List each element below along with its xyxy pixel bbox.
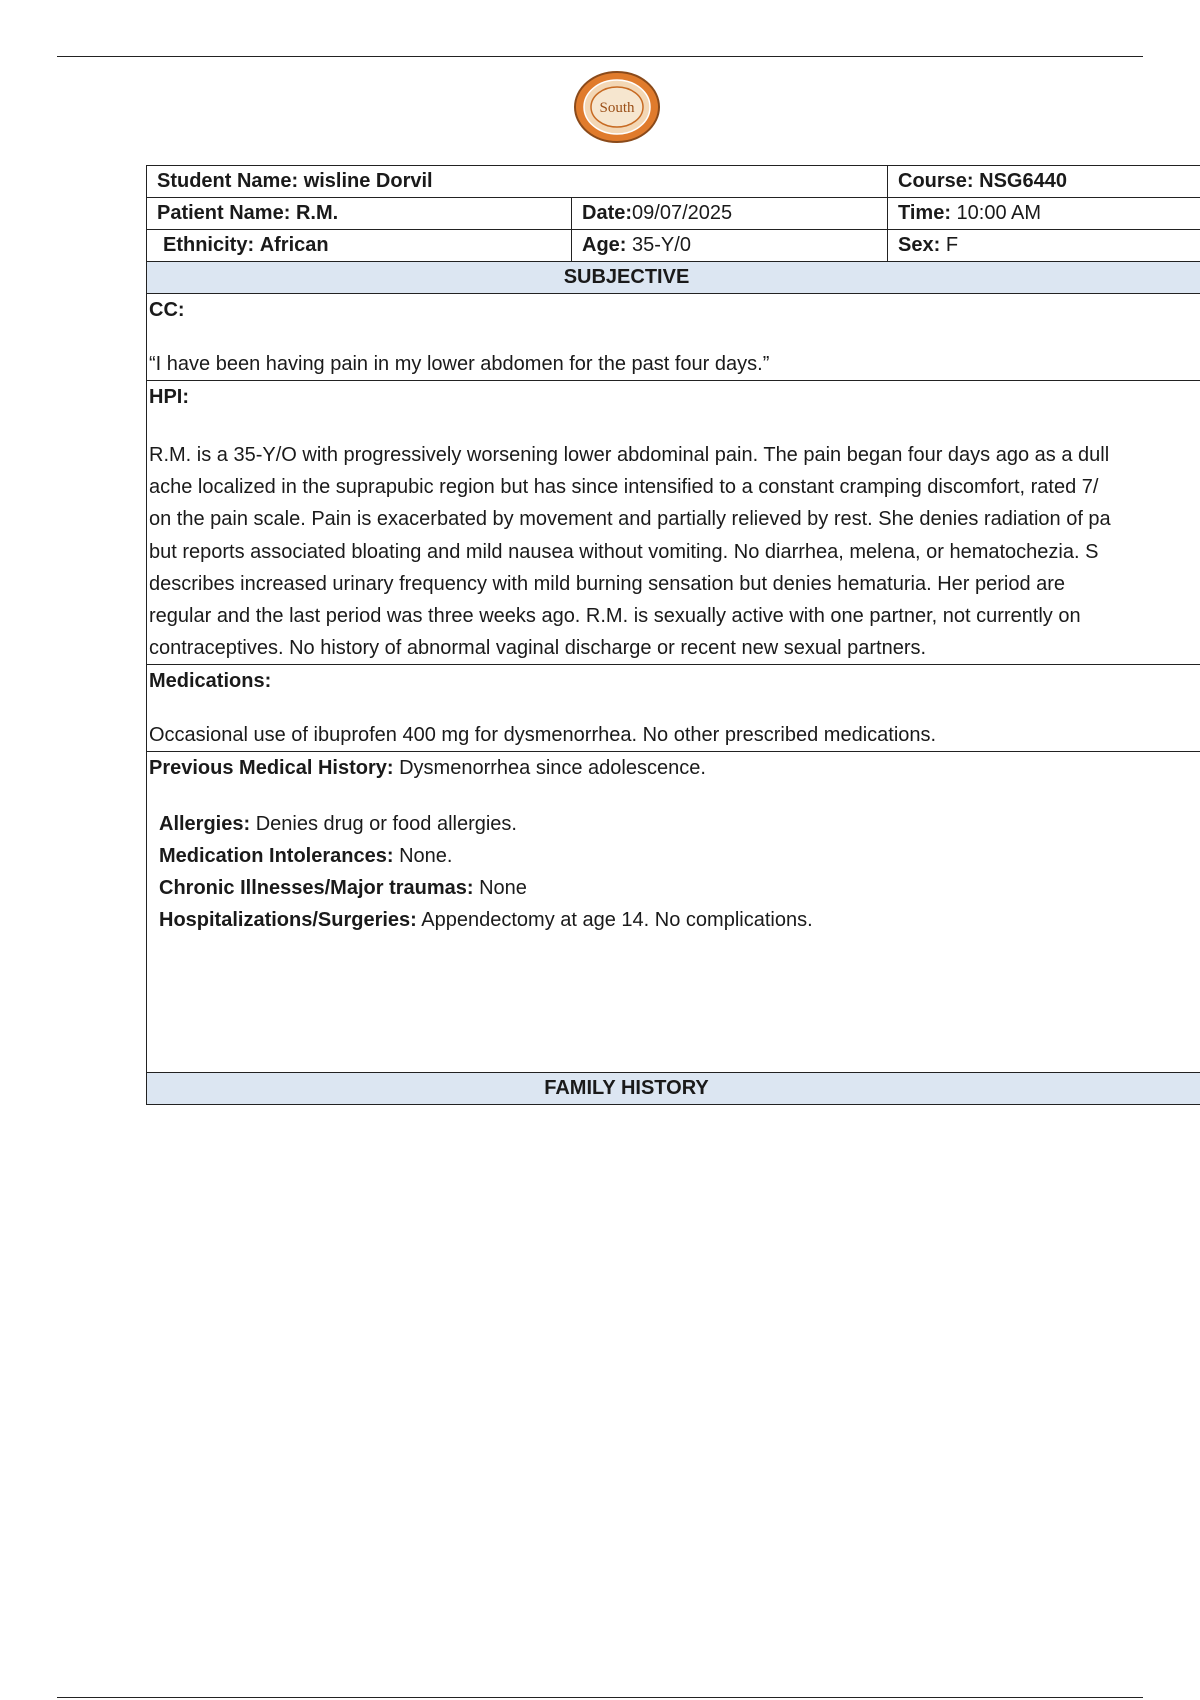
subjective-title: SUBJECTIVE: [147, 262, 1200, 294]
hpi-line: ache localized in the suprapubic region but has since intensified to a constant cramping discomfort, rated 7/: [149, 476, 1099, 499]
hpi-label: HPI:: [149, 386, 189, 408]
hospitalizations-line: [159, 904, 1200, 936]
date-value: 09/07/2025: [632, 202, 733, 224]
sex-value: F: [945, 234, 959, 256]
allergies-label: Allergies:: [159, 813, 251, 836]
age-label: Age:: [582, 234, 627, 256]
row-ethnicity-age-sex: [147, 230, 1200, 262]
time-label: Time:: [898, 202, 951, 224]
date-cell: [572, 198, 888, 230]
hpi-row: [147, 381, 1200, 665]
intolerances-line: [159, 840, 1200, 872]
pmh-cell: [147, 752, 1200, 1073]
medications-text: Occasional use of ibuprofen 400 mg for dysmenorrhea. No other prescribed medications.: [149, 724, 937, 747]
chronic-line: [159, 872, 1200, 904]
cc-label: CC:: [149, 299, 185, 321]
family-history-header-row: [147, 1073, 1200, 1105]
age-value: 35-Y/0: [632, 234, 691, 256]
medications-row: [147, 665, 1200, 752]
medications-label: Medications:: [149, 670, 272, 693]
row-student-course: [147, 166, 1200, 198]
pmh-row: [147, 752, 1200, 1073]
patient-name-label: Patient Name:: [157, 202, 291, 224]
hpi-line: contraceptives. No history of abnormal vaginal discharge or recent new sexual partners.: [149, 637, 927, 660]
cc-row: [147, 294, 1200, 381]
ethnicity-cell: [147, 230, 572, 262]
college-seal-logo: [573, 70, 661, 144]
patient-name-cell: [147, 198, 572, 230]
time-value: 10:00 AM: [956, 202, 1042, 224]
date-label: Date:: [582, 202, 633, 224]
hpi-line: but reports associated bloating and mild nausea without vomiting. No diarrhea, melena, or hematochezia. S: [149, 540, 1099, 563]
course-cell: [888, 166, 1200, 198]
ethnicity-label: Ethnicity:: [163, 234, 255, 256]
seal-text: South: [599, 100, 635, 116]
student-name-value: wisline Dorvil: [303, 170, 433, 192]
pmh-line: [149, 752, 1200, 784]
row-patient-date-time: [147, 198, 1200, 230]
patient-form-table: [146, 165, 1200, 1105]
student-name-label: Student Name:: [157, 170, 299, 192]
cc-cell: [147, 294, 1200, 381]
allergies-text: Denies drug or food allergies.: [255, 813, 517, 836]
hpi-line: describes increased urinary frequency with mild burning sensation but denies hematuria. Her period are: [149, 572, 1066, 595]
ethnicity-value: African: [259, 234, 329, 256]
subjective-header-row: [147, 262, 1200, 294]
age-cell: [572, 230, 888, 262]
student-name-cell: [147, 166, 888, 198]
hospitalizations-text: Appendectomy at age 14. No complications.: [421, 909, 813, 932]
hpi-line: regular and the last period was three weeks ago. R.M. is sexually active with one partner, not currently on: [149, 604, 1081, 627]
medications-cell: [147, 665, 1200, 752]
course-value: NSG6440: [979, 170, 1067, 192]
hospitalizations-label: Hospitalizations/Surgeries:: [159, 909, 417, 932]
sex-label: Sex:: [898, 234, 941, 256]
sex-cell: [888, 230, 1200, 262]
hpi-cell: [147, 381, 1200, 665]
course-label: Course:: [898, 170, 974, 192]
intolerances-text: None.: [399, 845, 453, 868]
chronic-text: None: [479, 877, 527, 900]
patient-name-value: R.M.: [295, 202, 339, 224]
top-rule: [57, 56, 1143, 57]
bottom-rule: [57, 1697, 1143, 1698]
allergies-line: [159, 808, 1200, 840]
pmh-text: Dysmenorrhea since adolescence.: [399, 757, 706, 780]
cc-text: “I have been having pain in my lower abdomen for the past four days.”: [149, 353, 770, 375]
intolerances-label: Medication Intolerances:: [159, 845, 394, 868]
time-cell: [888, 198, 1200, 230]
hpi-line: R.M. is a 35-Y/O with progressively worsening lower abdominal pain. The pain began four days ago as a dull: [149, 444, 1110, 466]
hpi-line: on the pain scale. Pain is exacerbated by movement and partially relieved by rest. She denies radiation of pa: [149, 508, 1111, 531]
pmh-label: Previous Medical History:: [149, 757, 394, 780]
chronic-label: Chronic Illnesses/Major traumas:: [159, 877, 474, 900]
family-history-title: FAMILY HISTORY: [147, 1073, 1200, 1105]
